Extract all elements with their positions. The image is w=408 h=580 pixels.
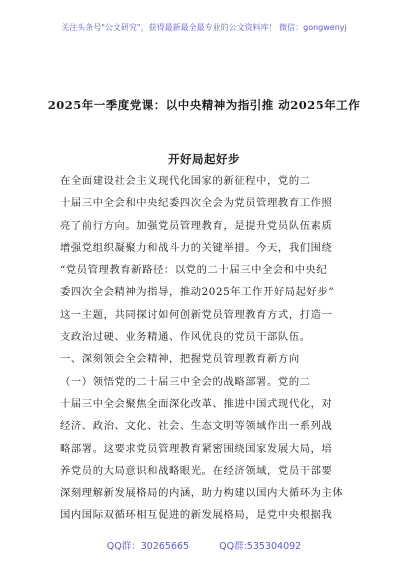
footer-qq-group-2: QQ群:535304092 [219,541,302,552]
body-line: 委四次全会精神为指导，推动2025年工作开好局起好步” [60,286,335,299]
section-heading: 一、深刻领会全会精神，把握党员管理教育新方向 [60,353,300,366]
body-line: 在全面建设社会主义现代化国家的新征程中，党的二 [60,175,311,187]
body-line: 这一主题，共同探讨如何创新党员管理教育方式，打造一 [60,308,333,321]
body-line: 亮了前行方向。加强党员管理教育，是提升党员队伍素质 [60,219,333,232]
body-line: 支政治过硬、业务精通、作风优良的党员干部队伍。 [60,331,311,344]
body-line: 经济、政治、文化、社会、生态文明等领域作出一系列战 [60,420,333,433]
body-line: 国内国际双循环相互促进的新发展格局，是党中央根据我 [60,509,333,522]
body-line: “党员管理教育新路径：以党的二十届三中全会和中央纪 [60,264,328,277]
document-title-line-2: 开好局起好步 [168,152,240,166]
body-line: 略部署。这要求党员管理教育紧密围绕国家发展大局，培 [60,442,333,455]
document-title-line-1: 2025年一季度党课：以中央精神为指引推 动2025年工作 [47,98,361,112]
header-banner: 关注头条号"公文研究"，获得最新最全最专业的公文资料库！ 微信：gongwenyj [61,23,347,32]
body-line: 深刻理解新发展格局的内涵，助力构建以国内大循环为主体 [60,487,344,500]
body-line: 增强党组织凝聚力和战斗力的关键举措。今天，我们围绕 [60,241,333,254]
body-line: （一）领悟党的二十届三中全会的战略部署。党的二 [60,375,311,388]
body-line: 十届三中全会和中央纪委四次全会为党员管理教育工作照 [60,197,333,210]
document-body [60,170,353,527]
body-line: 养党员的大局意识和战略眼光。在经济领域，党员干部要 [60,464,333,477]
footer [0,538,408,552]
body-line: 十届三中全会聚焦全面深化改革、推进中国式现代化，对 [60,397,333,410]
footer-qq-group-1: QQ群：30265665 [106,541,190,552]
